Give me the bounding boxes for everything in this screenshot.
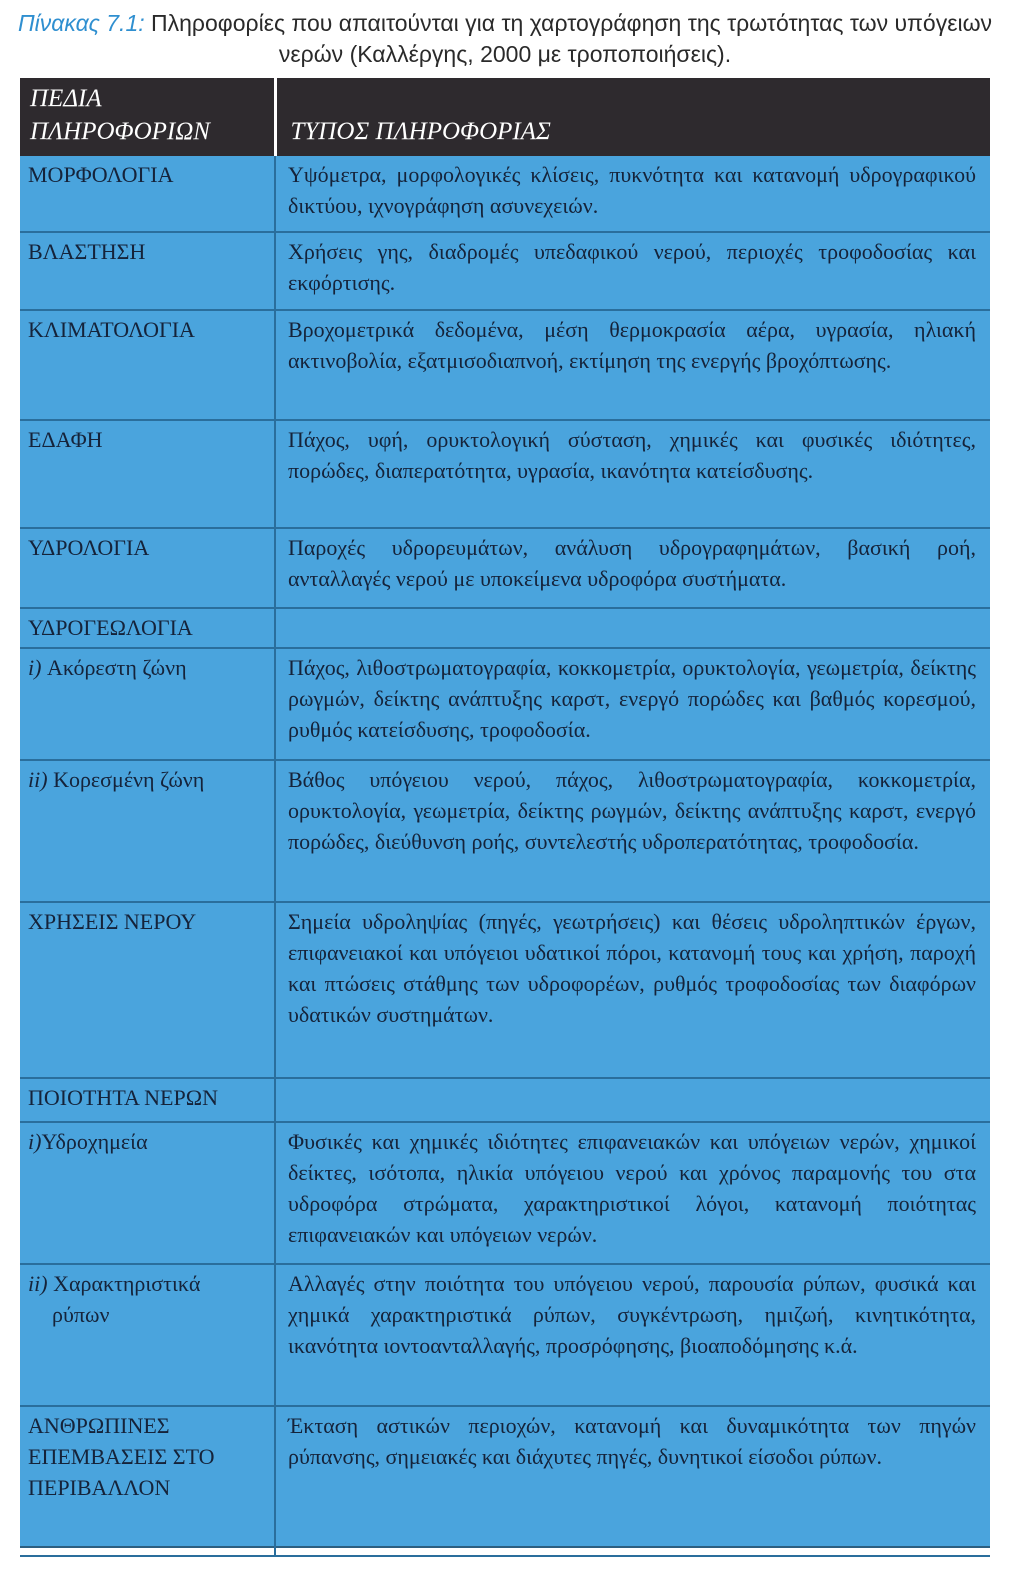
table-row: [20, 902, 990, 1078]
table-row: [20, 608, 990, 648]
info-cell: Υψόμετρα, μορφολογικές κλίσεις, πυκνότητα και κατανομή υδρογραφικού δικτύου, ιχνογράφηση ασυνεχειών.: [275, 156, 990, 232]
table-row: [20, 1122, 990, 1264]
info-cell: [275, 608, 990, 648]
info-cell: Πάχος, υφή, ορυκτολογική σύσταση, χημικές και φυσικές ιδιότητες, πορώδες, διαπερατότητα, υγρασία, ικανότητα κατείσδυσης.: [275, 420, 990, 528]
table-header-row: [20, 78, 990, 156]
info-cell: Φυσικές και χημικές ιδιότητες επιφανειακών και υπόγειων νερών, χημικοί δείκτες, ισότοπα, ηλικία υπόγειου νερού και χρόνος παραμονής του στα υδροφόρα στρώματα, χαρακτηριστικοί λόγοι, κατανομή ποιότητας επιφανειακών και υπόγειων νερών.: [275, 1122, 990, 1264]
field-cell: ΒΛΑΣΤΗΣΗ: [20, 232, 275, 310]
roman-numeral: ii): [28, 1271, 48, 1296]
table-caption: [10, 8, 1000, 70]
field-cell: [20, 760, 275, 902]
caption-label: Πίνακας 7.1:: [17, 10, 145, 36]
info-cell: Βροχομετρικά δεδομένα, μέση θερμοκρασία αέρα, υγρασία, ηλιακή ακτινοβολία, εξατμισοδιαπνοή, εκτίμηση της ενεργής βροχόπτωσης.: [275, 310, 990, 420]
field-cell: ΧΡΗΣΕΙΣ ΝΕΡΟΥ: [20, 902, 275, 1078]
info-cell: [275, 1078, 990, 1122]
field-label: Υδροχημεία: [41, 1129, 148, 1154]
info-cell: Πάχος, λιθοστρωματογραφία, κοκκομετρία, ορυκτολογία, γεωμετρία, δείκτης ρωγμών, δείκτης ανάπτυξης καρστ, ενεργό πορώδες και βαθμός κορεσμού, ρυθμός κατείσδυσης, τροφοδοσία.: [275, 648, 990, 760]
table-row: [20, 156, 990, 232]
field-cell: [20, 1122, 275, 1264]
field-cell: ΥΔΡΟΛΟΓΙΑ: [20, 528, 275, 608]
table-row: [20, 310, 990, 420]
table-row: [20, 760, 990, 902]
field-label: Ακόρεστη ζώνη: [41, 655, 187, 680]
table-row: [20, 420, 990, 528]
field-label: Κορεσμένη ζώνη: [47, 767, 205, 792]
info-cell: Έκταση αστικών περιοχών, κατανομή και δυναμικότητα των πηγών ρύπανσης, σημειακές και διάχυτες πηγές, δυνητικοί είσοδοι ρύπων.: [275, 1406, 990, 1556]
table-row: [20, 648, 990, 760]
roman-numeral: ii): [28, 767, 48, 792]
field-label-continued: ρύπων: [52, 1302, 110, 1327]
table-row: [20, 1078, 990, 1122]
field-label: Χαρακτηριστικά: [47, 1271, 201, 1296]
table-row: [20, 1406, 990, 1556]
table-row: [20, 1264, 990, 1406]
information-table: [20, 78, 990, 1548]
roman-numeral: i): [28, 1129, 42, 1154]
field-cell: [20, 1264, 275, 1406]
roman-numeral: i): [28, 655, 42, 680]
info-cell: Παροχές υδρορευμάτων, ανάλυση υδρογραφημάτων, βασική ροή, ανταλλαγές νερού με υποκείμενα υδροφόρα συστήματα.: [275, 528, 990, 608]
field-cell: ΑΝΘΡΩΠΙΝΕΣ ΕΠΕΜΒΑΣΕΙΣ ΣΤΟ ΠΕΡΙΒΑΛΛΟΝ: [20, 1406, 275, 1556]
info-cell: Βάθος υπόγειου νερού, πάχος, λιθοστρωματογραφία, κοκκομετρία, ορυκτολογία, γεωμετρία, δείκτης ρωγμών, δείκτης ανάπτυξης καρστ, ενεργό πορώδες, διεύθυνση ροής, συντελεστής υδροπερατότητας, τροφοδοσία.: [275, 760, 990, 902]
field-cell: ΥΔΡΟΓΕΩΛΟΓΙΑ: [20, 608, 275, 648]
header-info-type: ΤΥΠΟΣ ΠΛΗΡΟΦΟΡΙΑΣ: [275, 78, 990, 156]
field-cell: [20, 648, 275, 760]
info-cell: Χρήσεις γης, διαδρομές υπεδαφικού νερού, περιοχές τροφοδοσίας και εκφόρτισης.: [275, 232, 990, 310]
header-fields: ΠΕΔΙΑ ΠΛΗΡΟΦΟΡΙΩΝ: [20, 78, 275, 156]
caption-text: Πληροφορίες που απαιτούνται για τη χαρτογράφηση της τρωτότητας των υπόγειων νερών (Καλλέργης, 2000 με τροποποιήσεις).: [151, 10, 993, 67]
table-row: [20, 528, 990, 608]
field-cell: ΕΔΑΦΗ: [20, 420, 275, 528]
table-row: [20, 232, 990, 310]
field-cell: ΠΟΙΟΤΗΤΑ ΝΕΡΩΝ: [20, 1078, 275, 1122]
info-cell: Αλλαγές στην ποιότητα του υπόγειου νερού, παρουσία ρύπων, φυσικά και χημικά χαρακτηριστικά ρύπων, συγκέντρωση, ημιζωή, κινητικότητα, ικανότητα ιοντοανταλλαγής, προσρόφησης, βιοαποδόμησης κ.ά.: [275, 1264, 990, 1406]
info-cell: Σημεία υδροληψίας (πηγές, γεωτρήσεις) και θέσεις υδροληπτικών έργων, επιφανειακοί και υπόγειοι υδατικοί πόροι, κατανομή τους και χρήση, παροχή και πτώσεις στάθμης των υδροφορέων, ρυθμός τροφοδοσίας των διαφόρων υδατικών συστημάτων.: [275, 902, 990, 1078]
field-cell: ΚΛΙΜΑΤΟΛΟΓΙΑ: [20, 310, 275, 420]
field-cell: ΜΟΡΦΟΛΟΓΙΑ: [20, 156, 275, 232]
